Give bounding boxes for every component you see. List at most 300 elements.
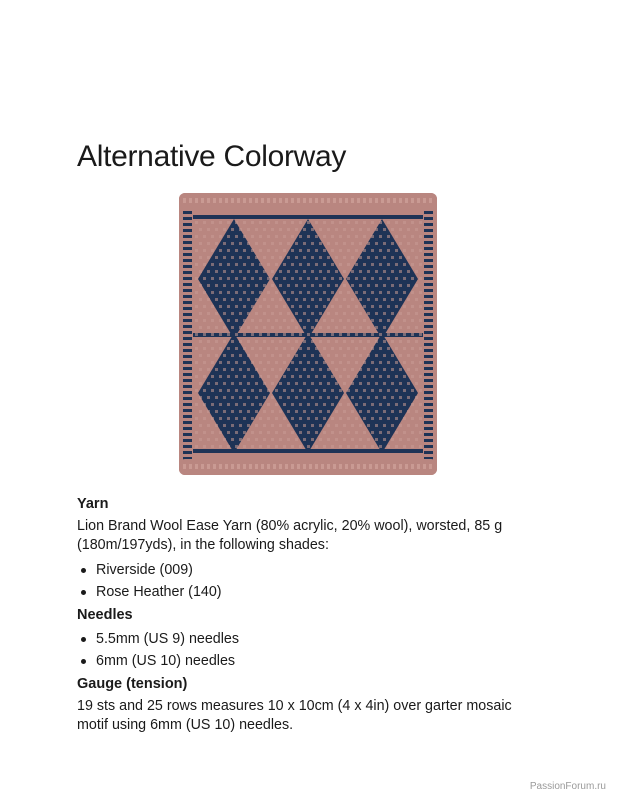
- swatch-stitch: [231, 438, 234, 441]
- swatch-stitch: [215, 340, 218, 343]
- swatch-stitch: [399, 326, 402, 329]
- swatch-stitch: [307, 417, 310, 420]
- swatch-edge-stitch: [183, 403, 192, 406]
- swatch-stitch: [415, 410, 418, 413]
- swatch-stitch: [199, 256, 202, 259]
- swatch-stitch: [303, 340, 306, 343]
- swatch-stitch: [235, 375, 238, 378]
- swatch-edge-stitch: [424, 247, 433, 250]
- swatch-stitch: [399, 464, 402, 469]
- swatch-stitch: [343, 410, 346, 413]
- swatch-stitch: [303, 326, 306, 329]
- swatch-stitch: [363, 305, 366, 308]
- swatch-stitch: [279, 340, 282, 343]
- swatch-stitch: [395, 333, 398, 336]
- swatch-stitch: [395, 431, 398, 434]
- swatch-edge-stitch: [424, 331, 433, 334]
- swatch-stitch: [375, 354, 378, 357]
- swatch-stitch: [243, 235, 246, 238]
- swatch-stitch: [419, 347, 422, 350]
- swatch-stitch: [279, 312, 282, 315]
- swatch-stitch: [267, 221, 270, 224]
- swatch-stitch: [259, 403, 262, 406]
- swatch-stitch: [363, 431, 366, 434]
- knit-swatch-image: [179, 193, 437, 475]
- swatch-stitch: [359, 284, 362, 287]
- swatch-stitch: [219, 235, 222, 238]
- swatch-stitch: [247, 424, 250, 427]
- swatch-stitch: [207, 464, 210, 469]
- swatch-stitch: [411, 445, 414, 448]
- swatch-stitch: [203, 263, 206, 266]
- swatch-stitch: [295, 270, 298, 273]
- swatch-stitch: [215, 270, 218, 273]
- swatch-stitch: [391, 368, 394, 371]
- swatch-stitch: [199, 410, 202, 413]
- swatch-stitch: [371, 431, 374, 434]
- swatch-stitch: [263, 410, 266, 413]
- swatch-stitch: [375, 312, 378, 315]
- swatch-stitch: [243, 221, 246, 224]
- swatch-stitch: [315, 305, 318, 308]
- swatch-stitch: [271, 270, 274, 273]
- swatch-stitch: [319, 228, 322, 231]
- swatch-stitch: [251, 445, 254, 448]
- swatch-edge-stitch: [183, 355, 192, 358]
- swatch-stitch: [215, 312, 218, 315]
- swatch-stitch: [287, 354, 290, 357]
- swatch-stitch: [287, 312, 290, 315]
- swatch-stitch: [275, 347, 278, 350]
- swatch-stitch: [211, 431, 214, 434]
- swatch-stitch: [219, 361, 222, 364]
- swatch-stitch: [315, 464, 318, 469]
- swatch-stitch: [323, 403, 326, 406]
- swatch-stitch: [219, 464, 222, 469]
- swatch-stitch: [331, 375, 334, 378]
- swatch-stitch: [211, 389, 214, 392]
- swatch-stitch: [275, 305, 278, 308]
- swatch-stitch: [351, 464, 354, 469]
- swatch-stitch: [227, 375, 230, 378]
- swatch-stitch: [215, 396, 218, 399]
- swatch-stitch: [315, 221, 318, 224]
- swatch-stitch: [211, 221, 214, 224]
- swatch-stitch: [411, 375, 414, 378]
- swatch-stitch: [255, 354, 258, 357]
- swatch-stitch: [219, 198, 222, 203]
- swatch-stitch: [363, 198, 366, 203]
- swatch-stitch: [359, 354, 362, 357]
- swatch-stitch: [407, 298, 410, 301]
- swatch-stitch: [295, 382, 298, 385]
- swatch-stitch: [227, 333, 230, 336]
- swatch-stitch: [195, 277, 198, 280]
- swatch-stitch: [227, 291, 230, 294]
- swatch-stitch: [379, 417, 382, 420]
- swatch-stitch: [331, 347, 334, 350]
- swatch-edge-stitch: [183, 307, 192, 310]
- swatch-stitch: [395, 235, 398, 238]
- swatch-stitch: [267, 305, 270, 308]
- swatch-stitch: [303, 198, 306, 203]
- swatch-stitch: [351, 256, 354, 259]
- swatch-stitch: [255, 298, 258, 301]
- swatch-stitch: [375, 424, 378, 427]
- swatch-stitch: [399, 382, 402, 385]
- swatch-stitch: [411, 235, 414, 238]
- swatch-stitch: [195, 291, 198, 294]
- swatch-stitch: [323, 347, 326, 350]
- swatch-stitch: [339, 403, 342, 406]
- swatch-stitch: [375, 464, 378, 469]
- swatch-stitch: [283, 403, 286, 406]
- swatch-edge-stitch: [424, 391, 433, 394]
- swatch-stitch: [347, 291, 350, 294]
- swatch-edge-stitch: [183, 289, 192, 292]
- swatch-stitch: [211, 333, 214, 336]
- swatch-stitch: [387, 235, 390, 238]
- swatch-stitch: [223, 354, 226, 357]
- swatch-stitch: [227, 445, 230, 448]
- swatch-stitch: [343, 438, 346, 441]
- swatch-stitch: [271, 396, 274, 399]
- swatch-stitch: [283, 235, 286, 238]
- swatch-stitch: [323, 445, 326, 448]
- swatch-stitch: [311, 438, 314, 441]
- swatch-stitch: [371, 249, 374, 252]
- swatch-stitch: [411, 198, 414, 203]
- swatch-stitch: [225, 198, 228, 203]
- swatch-stitch: [379, 263, 382, 266]
- swatch-stitch: [291, 333, 294, 336]
- swatch-stitch: [231, 382, 234, 385]
- swatch-stitch: [327, 198, 330, 203]
- swatch-band: [193, 215, 423, 219]
- swatch-edge-stitch: [183, 277, 192, 280]
- swatch-stitch: [231, 368, 234, 371]
- swatch-stitch: [195, 403, 198, 406]
- swatch-stitch: [303, 242, 306, 245]
- swatch-stitch: [319, 298, 322, 301]
- swatch-stitch: [247, 368, 250, 371]
- swatch-stitch: [383, 256, 386, 259]
- swatch-stitch: [355, 235, 358, 238]
- swatch-stitch: [247, 228, 250, 231]
- swatch-stitch: [327, 256, 330, 259]
- swatch-stitch: [207, 438, 210, 441]
- swatch-stitch: [395, 347, 398, 350]
- swatch-stitch: [287, 410, 290, 413]
- swatch-stitch: [335, 326, 338, 329]
- swatch-stitch: [411, 333, 414, 336]
- swatch-stitch: [255, 270, 258, 273]
- swatch-stitch: [323, 263, 326, 266]
- swatch-stitch: [227, 361, 230, 364]
- swatch-stitch: [363, 333, 366, 336]
- swatch-stitch: [243, 305, 246, 308]
- swatch-stitch: [203, 403, 206, 406]
- swatch-stitch: [295, 368, 298, 371]
- swatch-edge-stitch: [183, 265, 192, 268]
- swatch-stitch: [345, 464, 348, 469]
- swatch-stitch: [379, 249, 382, 252]
- swatch-stitch: [299, 445, 302, 448]
- watermark: PassionForum.ru: [529, 781, 606, 792]
- swatch-stitch: [351, 396, 354, 399]
- needles-heading: Needles: [77, 607, 133, 623]
- swatch-stitch: [279, 354, 282, 357]
- swatch-stitch: [311, 298, 314, 301]
- swatch-stitch: [247, 354, 250, 357]
- swatch-stitch: [407, 438, 410, 441]
- swatch-edge-stitch: [424, 301, 433, 304]
- swatch-stitch: [231, 298, 234, 301]
- swatch-edge-stitch: [183, 229, 192, 232]
- swatch-stitch: [247, 312, 250, 315]
- swatch-stitch: [199, 396, 202, 399]
- swatch-stitch: [411, 249, 414, 252]
- swatch-stitch: [367, 410, 370, 413]
- swatch-stitch: [195, 375, 198, 378]
- swatch-stitch: [243, 375, 246, 378]
- swatch-stitch: [267, 291, 270, 294]
- yarn-description-line-2: (180m/197yds), in the following shades:: [77, 537, 329, 553]
- swatch-stitch: [247, 242, 250, 245]
- swatch-stitch: [331, 431, 334, 434]
- swatch-stitch: [335, 410, 338, 413]
- swatch-stitch: [417, 464, 420, 469]
- swatch-stitch: [375, 326, 378, 329]
- swatch-stitch: [207, 284, 210, 287]
- swatch-stitch: [355, 389, 358, 392]
- swatch-stitch: [335, 438, 338, 441]
- swatch-stitch: [387, 291, 390, 294]
- swatch-stitch: [395, 389, 398, 392]
- swatch-stitch: [303, 464, 306, 469]
- swatch-stitch: [243, 417, 246, 420]
- swatch-stitch: [263, 270, 266, 273]
- swatch-stitch: [235, 221, 238, 224]
- swatch-stitch: [295, 228, 298, 231]
- swatch-stitch: [311, 228, 314, 231]
- swatch-stitch: [333, 198, 336, 203]
- swatch-stitch: [369, 198, 372, 203]
- swatch-stitch: [383, 438, 386, 441]
- swatch-stitch: [359, 298, 362, 301]
- swatch-stitch: [407, 396, 410, 399]
- swatch-stitch: [379, 319, 382, 322]
- swatch-stitch: [223, 382, 226, 385]
- swatch-stitch: [327, 410, 330, 413]
- swatch-stitch: [335, 256, 338, 259]
- swatch-stitch: [243, 277, 246, 280]
- swatch-stitch: [271, 228, 274, 231]
- swatch-stitch: [423, 464, 426, 469]
- swatch-stitch: [195, 263, 198, 266]
- swatch-stitch: [235, 431, 238, 434]
- swatch-stitch: [347, 277, 350, 280]
- swatch-stitch: [283, 249, 286, 252]
- swatch-stitch: [429, 198, 432, 203]
- swatch-stitch: [223, 284, 226, 287]
- swatch-stitch: [211, 277, 214, 280]
- swatch-stitch: [287, 270, 290, 273]
- swatch-stitch: [415, 228, 418, 231]
- swatch-stitch: [367, 382, 370, 385]
- swatch-stitch: [371, 221, 374, 224]
- swatch-stitch: [311, 424, 314, 427]
- swatch-stitch: [415, 354, 418, 357]
- swatch-stitch: [195, 249, 198, 252]
- swatch-edge-stitch: [424, 367, 433, 370]
- swatch-stitch: [399, 396, 402, 399]
- swatch-stitch: [375, 198, 378, 203]
- swatch-stitch: [335, 396, 338, 399]
- swatch-stitch: [255, 326, 258, 329]
- swatch-stitch: [263, 256, 266, 259]
- swatch-stitch: [345, 198, 348, 203]
- swatch-stitch: [307, 375, 310, 378]
- swatch-stitch: [405, 464, 408, 469]
- swatch-stitch: [195, 417, 198, 420]
- yarn-description: [77, 517, 577, 555]
- swatch-stitch: [399, 228, 402, 231]
- swatch-stitch: [315, 445, 318, 448]
- swatch-stitch: [347, 305, 350, 308]
- swatch-stitch: [387, 431, 390, 434]
- swatch-stitch: [319, 270, 322, 273]
- swatch-stitch: [263, 340, 266, 343]
- swatch-stitch: [363, 417, 366, 420]
- swatch-stitch: [279, 438, 282, 441]
- swatch-stitch: [303, 396, 306, 399]
- swatch-stitch: [203, 361, 206, 364]
- swatch-stitch: [307, 235, 310, 238]
- swatch-stitch: [231, 228, 234, 231]
- swatch-stitch: [319, 438, 322, 441]
- swatch-stitch: [263, 284, 266, 287]
- swatch-stitch: [283, 445, 286, 448]
- swatch-stitch: [251, 417, 254, 420]
- swatch-edge-stitch: [183, 445, 192, 448]
- swatch-stitch: [307, 263, 310, 266]
- swatch-stitch: [367, 424, 370, 427]
- swatch-stitch: [395, 417, 398, 420]
- swatch-stitch: [303, 368, 306, 371]
- swatch-stitch: [403, 375, 406, 378]
- swatch-stitch: [299, 347, 302, 350]
- swatch-edge-stitch: [424, 433, 433, 436]
- swatch-stitch: [259, 319, 262, 322]
- swatch-stitch: [299, 333, 302, 336]
- swatch-stitch: [255, 368, 258, 371]
- swatch-stitch: [387, 198, 390, 203]
- swatch-stitch: [259, 305, 262, 308]
- swatch-stitch: [403, 291, 406, 294]
- swatch-stitch: [271, 256, 274, 259]
- swatch-stitch: [399, 368, 402, 371]
- swatch-stitch: [251, 347, 254, 350]
- swatch-stitch: [299, 291, 302, 294]
- swatch-stitch: [227, 319, 230, 322]
- gauge-description-line-1: 19 sts and 25 rows measures 10 x 10cm (4 x 4in) over garter mosaic: [77, 698, 512, 714]
- swatch-stitch: [383, 242, 386, 245]
- swatch-stitch: [355, 375, 358, 378]
- swatch-stitch: [251, 333, 254, 336]
- swatch-stitch: [235, 445, 238, 448]
- swatch-stitch: [251, 235, 254, 238]
- swatch-stitch: [231, 354, 234, 357]
- swatch-stitch: [195, 389, 198, 392]
- swatch-stitch: [327, 340, 330, 343]
- swatch-stitch: [387, 263, 390, 266]
- swatch-stitch: [327, 382, 330, 385]
- swatch-stitch: [227, 403, 230, 406]
- swatch-stitch: [219, 249, 222, 252]
- swatch-stitch: [303, 424, 306, 427]
- swatch-stitch: [371, 445, 374, 448]
- swatch-stitch: [375, 438, 378, 441]
- swatch-edge-stitch: [424, 445, 433, 448]
- swatch-stitch: [359, 326, 362, 329]
- swatch-stitch: [303, 410, 306, 413]
- swatch-stitch: [267, 277, 270, 280]
- swatch-stitch: [387, 277, 390, 280]
- swatch-stitch: [379, 305, 382, 308]
- swatch-stitch: [299, 249, 302, 252]
- swatch-stitch: [411, 417, 414, 420]
- swatch-stitch: [267, 464, 270, 469]
- swatch-stitch: [395, 403, 398, 406]
- swatch-stitch: [375, 368, 378, 371]
- swatch-stitch: [363, 389, 366, 392]
- swatch-stitch: [367, 312, 370, 315]
- swatch-stitch: [235, 389, 238, 392]
- swatch-stitch: [375, 396, 378, 399]
- swatch-stitch: [235, 291, 238, 294]
- swatch-stitch: [331, 361, 334, 364]
- swatch-stitch: [303, 438, 306, 441]
- swatch-stitch: [223, 312, 226, 315]
- swatch-stitch: [383, 410, 386, 413]
- swatch-stitch: [251, 319, 254, 322]
- swatch-stitch: [199, 424, 202, 427]
- swatch-stitch: [403, 235, 406, 238]
- swatch-stitch: [199, 228, 202, 231]
- swatch-stitch: [307, 221, 310, 224]
- swatch-stitch: [275, 235, 278, 238]
- swatch-stitch: [315, 403, 318, 406]
- swatch-stitch: [291, 221, 294, 224]
- swatch-stitch: [239, 410, 242, 413]
- swatch-stitch: [239, 298, 242, 301]
- swatch-stitch: [351, 242, 354, 245]
- swatch-stitch: [279, 326, 282, 329]
- swatch-stitch: [211, 249, 214, 252]
- swatch-stitch: [247, 256, 250, 259]
- swatch-stitch: [415, 256, 418, 259]
- needles-list: [77, 628, 577, 672]
- swatch-stitch: [307, 347, 310, 350]
- swatch-stitch: [219, 277, 222, 280]
- swatch-stitch: [327, 298, 330, 301]
- swatch-stitch: [399, 298, 402, 301]
- swatch-stitch: [267, 375, 270, 378]
- swatch-edge-stitch: [424, 289, 433, 292]
- swatch-stitch: [199, 270, 202, 273]
- swatch-stitch: [339, 389, 342, 392]
